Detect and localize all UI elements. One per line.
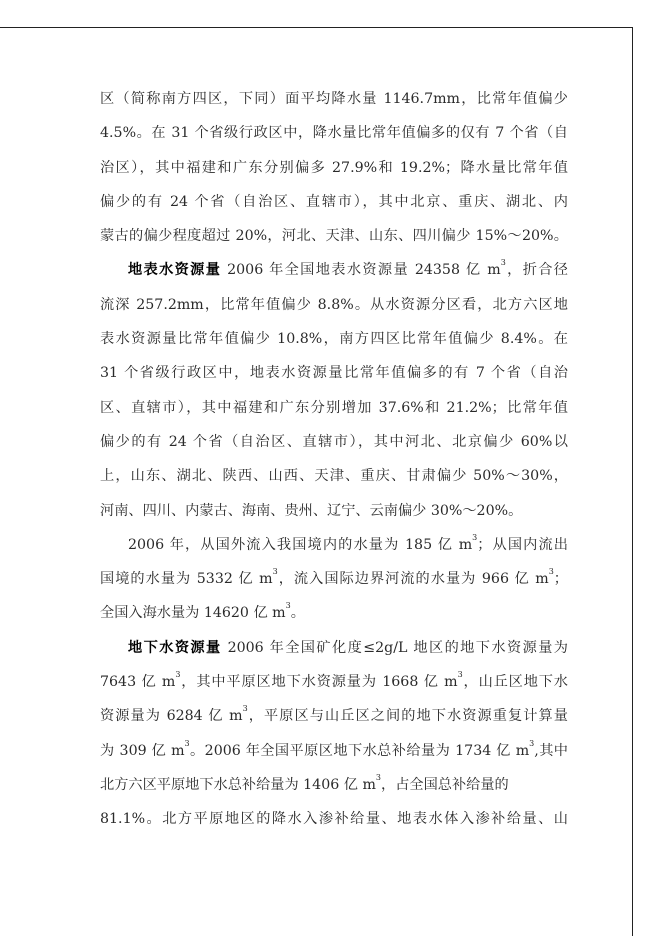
text-line: 31 个省级行政区中，地表水资源量比常年值偏多的有 7 个省（自治 <box>100 365 568 382</box>
text-line: 北方六区平原地下水总补给量为 1406 亿 $m^3$，占全国总补给量的 <box>100 772 509 793</box>
text-line: 4.5%。在 31 个省级行政区中，降水量比常年值偏多的仅有 7 个省（自 <box>100 125 568 142</box>
text-line: 资源量为 6284 亿 $m^3$，平原区与山丘区之间的地下水资源重复计算量 <box>100 704 568 725</box>
text-line: 2006 年，从国外流入我国境内的水量为 185 亿 $m^3$；从国内流出 <box>128 532 568 553</box>
text-line: 区（简称南方四区，下同）面平均降水量 1146.7mm，比常年值偏少 <box>100 91 568 107</box>
section-heading-line: 地下水资源量 2006 年全国矿化度≤2g/L 地区的地下水资源量为 <box>128 639 568 656</box>
text-line: 流深 257.2mm，比常年值偏少 8.8%。从水资源分区看，北方六区地 <box>100 296 568 313</box>
text-line: 河南、四川、内蒙古、海南、贵州、辽宁、云南偏少 30%～20%。 <box>100 502 523 519</box>
text-line: 表水资源量比常年值偏少 10.8%，南方四区比常年值偏少 8.4%。在 <box>100 331 568 348</box>
text-line: 治区），其中福建和广东分别偏多 27.9%和 19.2%；降水量比常年值 <box>100 159 568 176</box>
text-line: 国境的水量为 5332 亿 $m^3$，流入国际边界河流的水量为 966 亿 $m^3$； <box>100 567 568 588</box>
text-line: 偏少的有 24 个省（自治区、直辖市），其中河北、北京偏少 60%以 <box>100 433 568 450</box>
section-heading-line: 地表水资源量 2006 年全国地表水资源量 24358 亿 $m^3$，折合径 <box>128 258 568 279</box>
text-line: 7643 亿 $m^3$，其中平原区地下水资源量为 1668 亿 $m^3$，山丘区地下水 <box>100 670 568 691</box>
text-line: 蒙古的偏少程度超过 20%，河北、天津、山东、四川偏少 15%～20%。 <box>100 228 568 245</box>
text-line: 上，山东、湖北、陕西、山西、天津、重庆、甘肃偏少 50%～30%， <box>100 468 568 485</box>
document-body <box>100 82 568 837</box>
section-heading: 地下水资源量 <box>128 639 222 656</box>
text-line: 区、直辖市），其中福建和广东分别增加 37.6%和 21.2%；比常年值 <box>100 399 568 416</box>
section-heading: 地表水资源量 <box>128 262 222 279</box>
text-line: 为 309 亿 $m^3$。2006 年全国平原区地下水总补给量为 1734 亿 $m^3$,其中 <box>100 738 568 759</box>
text-line: 全国入海水量为 14620 亿 $m^3$。 <box>100 601 305 622</box>
text-line: 偏少的有 24 个省（自治区、直辖市），其中北京、重庆、湖北、内 <box>100 193 568 210</box>
text-line: 81.1%。北方平原地区的降水入渗补给量、地表水体入渗补给量、山 <box>100 811 568 828</box>
